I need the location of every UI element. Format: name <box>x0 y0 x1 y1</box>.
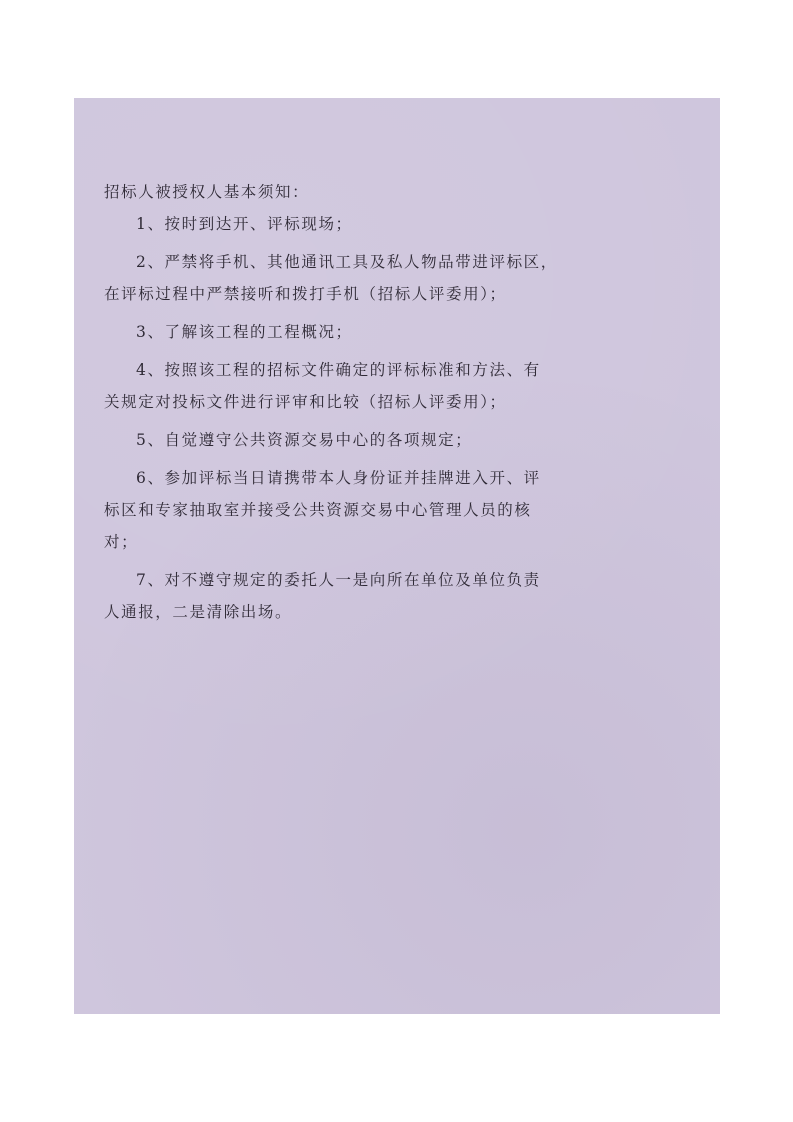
notice-line-1: 1、按时到达开、评标现场； <box>136 215 353 233</box>
notice-line-2-cont: 在评标过程中严禁接听和拨打手机（招标人评委用）； <box>104 285 507 303</box>
notice-body <box>104 176 644 628</box>
notice-line-6: 6、参加评标当日请携带本人身份证并挂牌进入开、评 <box>136 469 541 487</box>
notice-line-6-cont: 标区和专家抽取室并接受公共资源交易中心管理人员的核 <box>104 501 532 519</box>
notice-line-6-end: 对； <box>104 533 139 551</box>
notice-line-3: 3、了解该工程的工程概况； <box>136 323 353 341</box>
notice-line-7-cont: 人通报，二是清除出场。 <box>104 603 293 621</box>
notice-line-4: 4、按照该工程的招标文件确定的评标标准和方法、有 <box>136 361 541 379</box>
notice-heading: 招标人被授权人基本须知： <box>104 183 310 201</box>
notice-line-2: 2、严禁将手机、其他通讯工具及私人物品带进评标区， <box>136 253 558 271</box>
notice-line-7: 7、对不遵守规定的委托人一是向所在单位及单位负责 <box>136 571 541 589</box>
notice-line-4-cont: 关规定对投标文件进行评审和比较（招标人评委用）； <box>104 393 507 411</box>
notice-line-5: 5、自觉遵守公共资源交易中心的各项规定； <box>136 431 473 449</box>
